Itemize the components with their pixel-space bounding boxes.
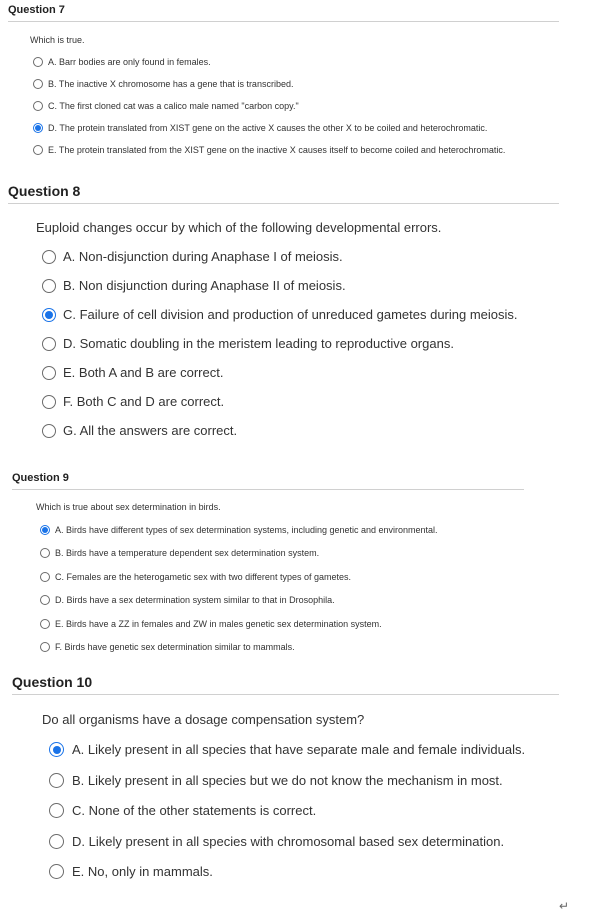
question-block [0,4,607,155]
radio-icon[interactable] [42,424,56,438]
radio-icon[interactable] [42,250,56,264]
answer-option[interactable] [49,742,525,757]
answer-option-label: D. Likely present in all species with chromosomal based sex determination. [72,833,505,849]
question-title: Question 7 [8,4,65,16]
question-block [0,472,607,652]
radio-dot [42,527,48,533]
radio-icon[interactable] [49,773,64,788]
answer-option-label: A. Birds have different types of sex determination systems, including genetic and environmental. [55,525,438,535]
answer-option-label: A. Likely present in all species that have separate male and female individuals. [72,742,526,757]
answer-option[interactable] [33,123,487,133]
answer-option[interactable] [40,619,382,629]
radio-icon[interactable] [40,619,50,629]
answer-option[interactable] [49,864,213,879]
question-title: Question 9 [12,472,69,484]
radio-selected-icon[interactable] [33,123,43,133]
answer-option-label: F. Birds have genetic sex determination similar to mammals. [55,642,295,652]
answer-option[interactable] [42,336,454,351]
answer-option-label: E. Both A and B are correct. [63,365,224,380]
radio-icon[interactable] [40,548,50,558]
answer-option[interactable] [33,57,211,67]
answer-option-label: B. Non disjunction during Anaphase II of meiosis. [63,278,346,293]
return-glyph: ↵ [558,899,569,913]
answer-option-label: D. Birds have a sex determination system similar to that in Drosophila. [55,595,335,606]
answer-option-label: E. Birds have a ZZ in females and ZW in males genetic sex determination system. [55,618,382,629]
answer-option[interactable] [49,803,316,818]
question-title: Question 8 [8,183,81,199]
radio-selected-icon[interactable] [49,742,64,757]
radio-selected-icon[interactable] [40,525,50,535]
question-title: Question 10 [12,674,93,690]
question-prompt: Which is true. [30,35,85,45]
answer-option-label: B. Birds have a temperature dependent sex determination system. [55,548,320,559]
answer-option-label: A. Barr bodies are only found in females. [48,57,211,67]
answer-option[interactable] [42,394,224,409]
answer-option-label: C. None of the other statements is correct. [72,803,317,818]
answer-option[interactable] [49,773,503,788]
answer-option-label: E. The protein translated from the XIST gene on the inactive X causes itself to become coiled and heterochromatic. [48,145,506,155]
answer-option[interactable] [40,642,295,652]
answer-option-label: B. The inactive X chromosome has a gene that is transcribed. [48,79,294,89]
question-divider [8,21,559,22]
question-divider [8,203,559,204]
answer-option[interactable] [40,548,319,558]
answer-option-label: C. The first cloned cat was a calico male named "carbon copy." [48,101,299,111]
radio-dot [35,125,41,131]
radio-selected-icon[interactable] [42,308,56,322]
answer-option[interactable] [40,595,335,605]
answer-option[interactable] [42,307,518,322]
question-prompt: Do all organisms have a dosage compensation system? [42,712,365,727]
radio-icon[interactable] [42,337,56,351]
answer-option-label: A. Non-disjunction during Anaphase I of meiosis. [63,249,343,264]
radio-icon[interactable] [40,572,50,582]
radio-icon[interactable] [33,79,43,89]
answer-option-label: F. Both C and D are correct. [63,394,225,409]
question-block [0,674,607,879]
question-block [0,183,607,438]
radio-icon[interactable] [33,145,43,155]
answer-option[interactable] [42,423,237,438]
answer-option[interactable] [49,834,504,849]
radio-icon[interactable] [42,395,56,409]
answer-option[interactable] [42,249,343,264]
radio-dot [45,311,53,319]
answer-option-label: C. Failure of cell division and production of unreduced gametes during meiosis. [63,307,518,322]
radio-icon[interactable] [42,279,56,293]
answer-option-label: D. The protein translated from XIST gene on the active X causes the other X to be coiled and heterochromatic. [48,123,488,133]
answer-option-label: E. No, only in mammals. [72,864,213,879]
radio-icon[interactable] [33,57,43,67]
answer-option[interactable] [42,365,223,380]
answer-option[interactable] [42,278,346,293]
radio-icon[interactable] [40,595,50,605]
radio-icon[interactable] [49,803,64,818]
answer-option[interactable] [40,525,438,535]
answer-option[interactable] [33,79,293,89]
radio-dot [53,746,61,754]
answer-option[interactable] [33,101,299,111]
radio-icon[interactable] [49,834,64,849]
question-prompt: Euploid changes occur by which of the following developmental errors. [36,220,442,235]
radio-icon[interactable] [33,101,43,111]
radio-icon[interactable] [49,864,64,879]
answer-option[interactable] [33,145,505,155]
answer-option-label: G. All the answers are correct. [63,423,238,438]
question-divider [12,694,559,695]
answer-option[interactable] [40,572,351,582]
answer-option-label: B. Likely present in all species but we do not know the mechanism in most. [72,772,503,788]
question-prompt: Which is true about sex determination in birds. [36,502,221,512]
radio-icon[interactable] [42,366,56,380]
question-divider [12,489,524,490]
radio-icon[interactable] [40,642,50,652]
answer-option-label: D. Somatic doubling in the meristem leading to reproductive organs. [63,336,454,351]
answer-option-label: C. Females are the heterogametic sex with two different types of gametes. [55,571,351,582]
